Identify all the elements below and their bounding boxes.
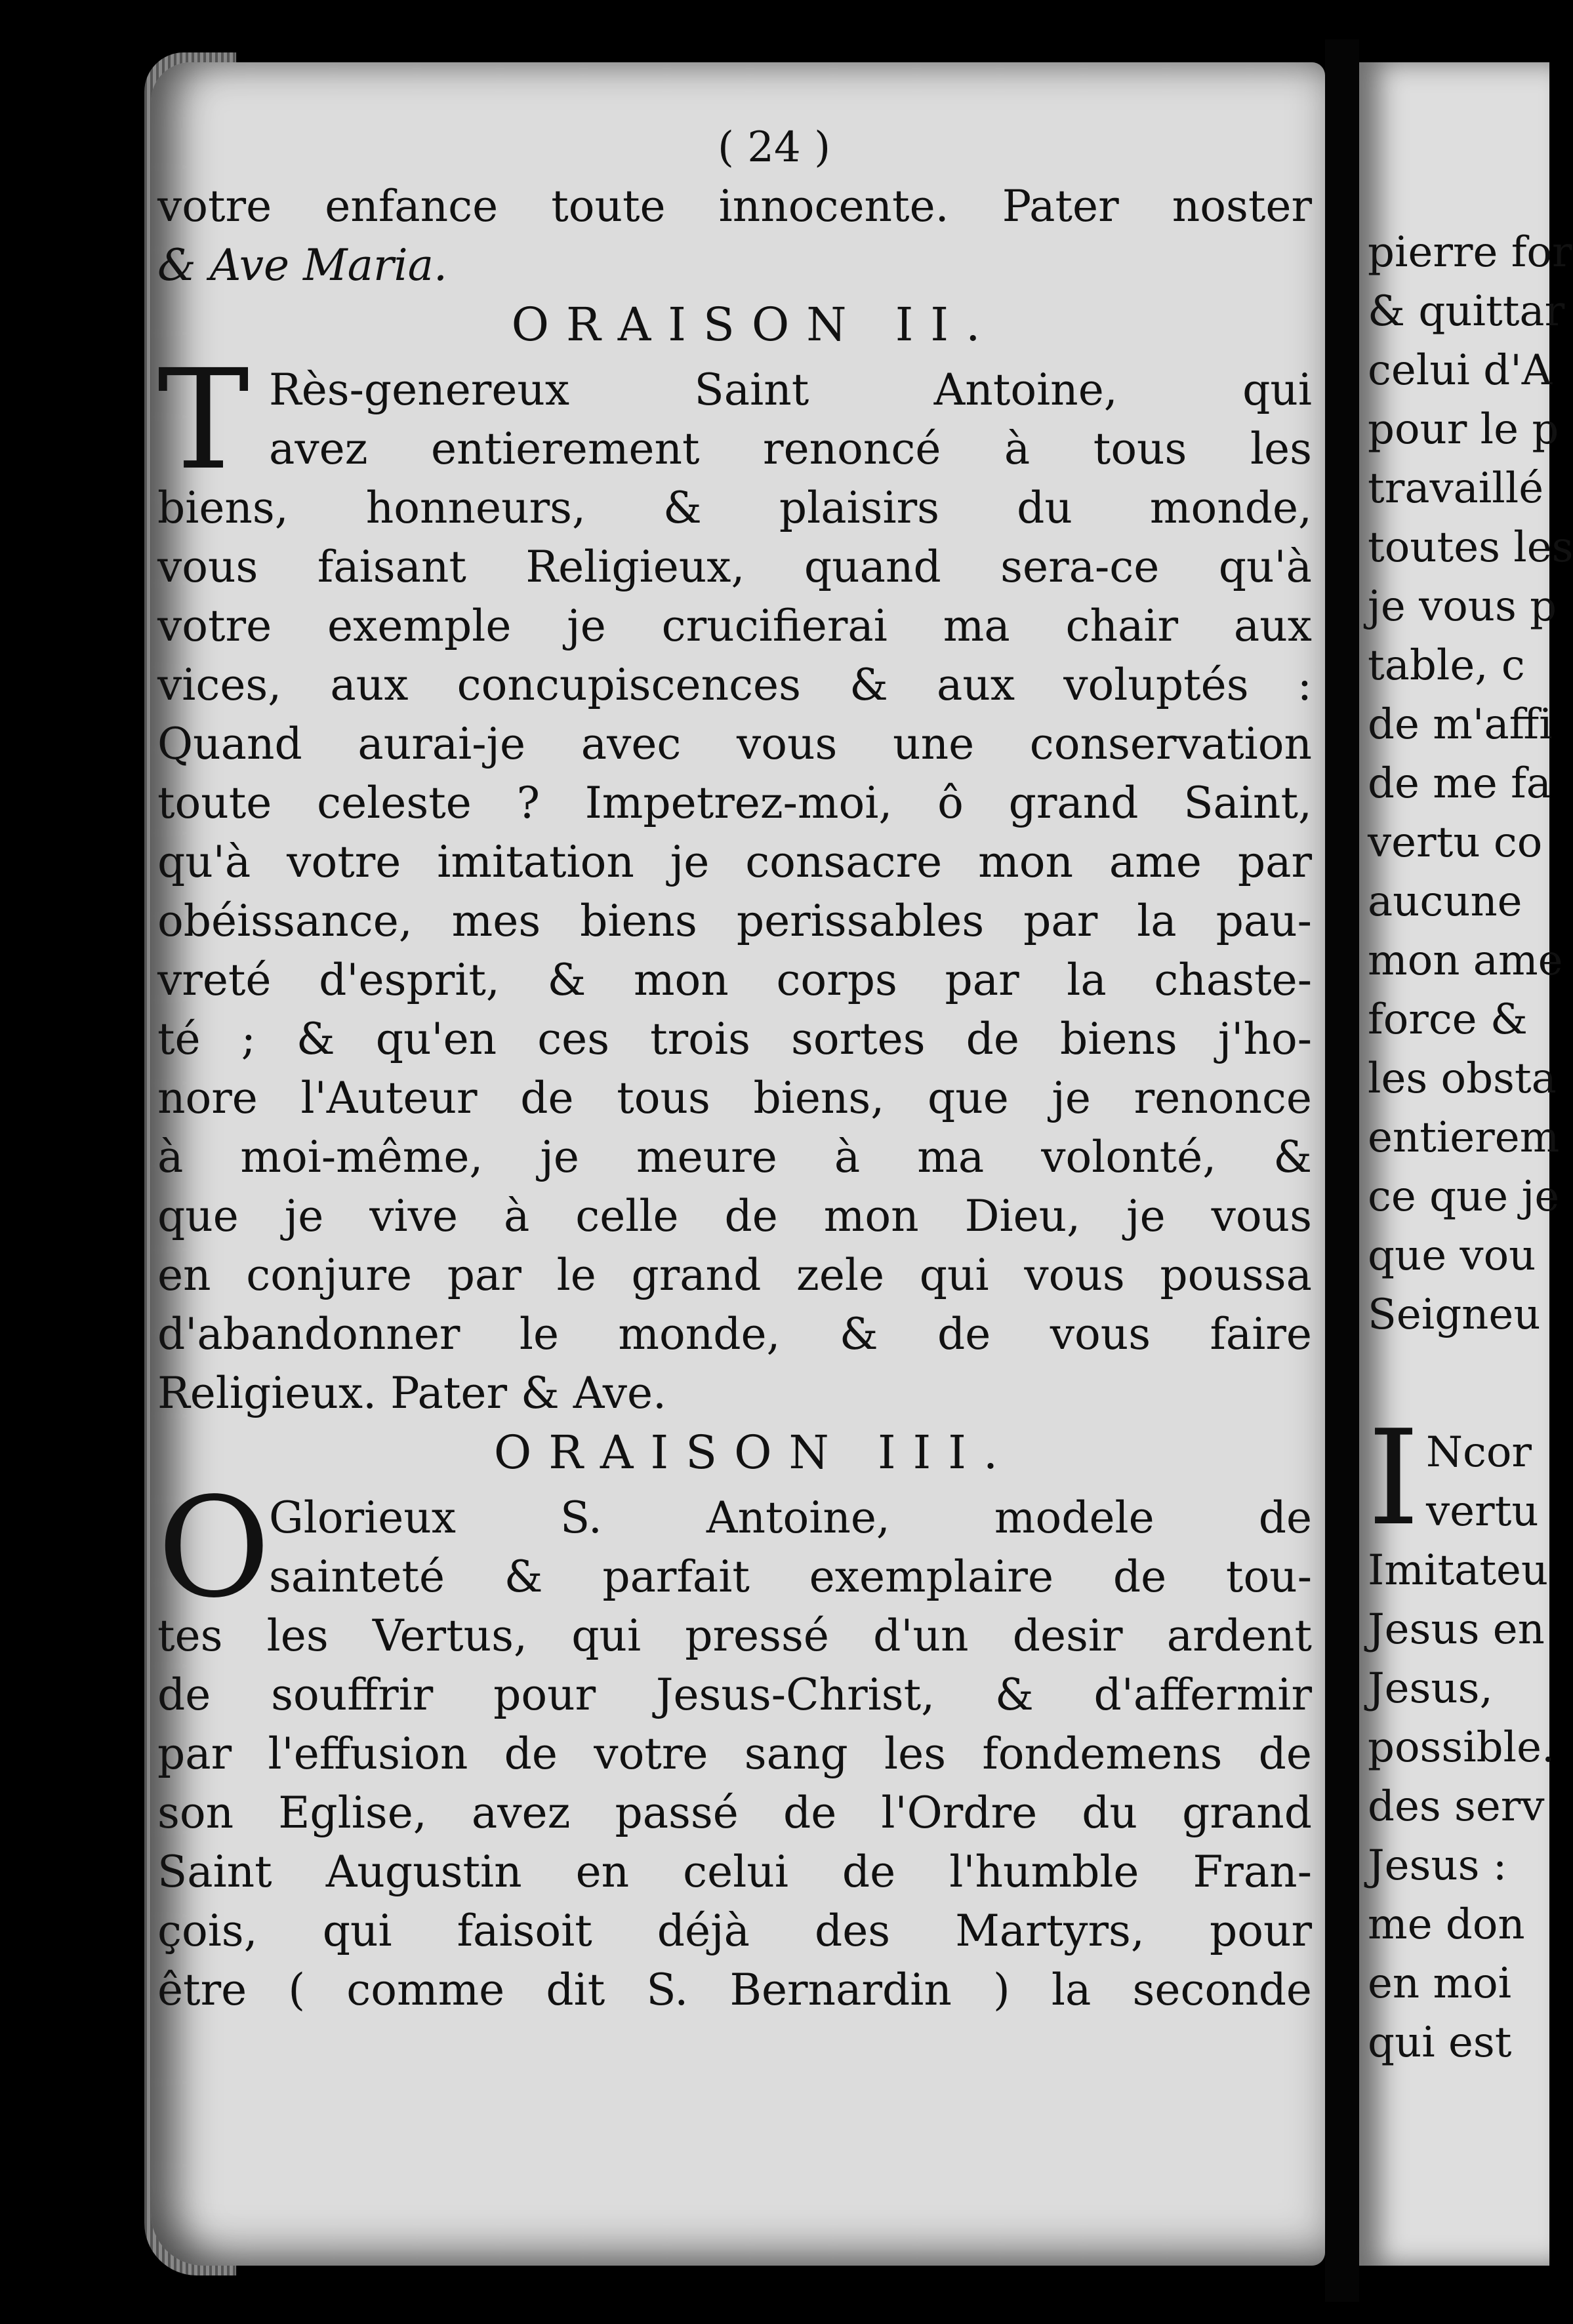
text-line: té ; & qu'en ces trois sortes de biens j'ho- bbox=[157, 1014, 1312, 1064]
text-line: vous faisant Religieux, quand sera-ce qu'à bbox=[157, 542, 1312, 592]
text-line: son Eglise, avez passé de l'Ordre du grand bbox=[157, 1788, 1312, 1838]
text-line: que vou bbox=[1368, 1232, 1536, 1280]
text-line: avez entierement renoncé à tous les bbox=[269, 424, 1312, 474]
text-line: Saint Augustin en celui de l'humble Fran- bbox=[157, 1847, 1312, 1897]
text-line: être ( comme dit S. Bernardin ) la seconde bbox=[157, 1965, 1312, 2015]
text-line: toute celeste ? Impetrez-moi, ô grand Saint, bbox=[157, 778, 1312, 828]
text-line: Jesus : bbox=[1368, 1841, 1507, 1890]
text-line: possible. bbox=[1368, 1723, 1555, 1772]
text-line: votre enfance toute innocente. Pater noster bbox=[157, 181, 1312, 231]
text-line: travaillé bbox=[1368, 464, 1544, 513]
text-line: Religieux. Pater & Ave. bbox=[157, 1368, 667, 1418]
text-line: les obsta bbox=[1368, 1054, 1557, 1103]
text-line: Ncor bbox=[1426, 1428, 1532, 1477]
text-line: de me fa bbox=[1368, 759, 1551, 808]
text-line: à moi-même, je meure à ma volonté, & bbox=[157, 1132, 1312, 1182]
text-line: pour le p bbox=[1368, 405, 1559, 454]
text-line: ce que je bbox=[1368, 1172, 1560, 1221]
text-line: vreté d'esprit, & mon corps par la chaste- bbox=[157, 955, 1312, 1005]
text-line: pierre for bbox=[1368, 228, 1572, 277]
text-line: vices, aux concupiscences & aux voluptés : bbox=[157, 660, 1312, 710]
text-line: Rès-genereux Saint Antoine, qui bbox=[269, 365, 1312, 415]
text-line: biens, honneurs, & plaisirs du monde, bbox=[157, 483, 1312, 533]
text-line: celui d'A bbox=[1368, 346, 1552, 395]
text-line: par l'effusion de votre sang les fondemens de bbox=[157, 1729, 1312, 1779]
drop-cap: I bbox=[1368, 1402, 1420, 1555]
text-line: Quand aurai-je avec vous une conservation bbox=[157, 719, 1312, 769]
text-line: qui est bbox=[1368, 2018, 1512, 2067]
section-heading: ORAISON II. bbox=[511, 298, 998, 351]
text-line: & quittar bbox=[1368, 287, 1565, 336]
text-line: obéissance, mes biens perissables par la pau- bbox=[157, 896, 1312, 946]
paragraph-oraison-3 bbox=[157, 1468, 1312, 2020]
text-line: en conjure par le grand zele qui vous poussa bbox=[157, 1250, 1312, 1300]
section-heading: ORAISON III. bbox=[493, 1426, 1015, 1479]
drop-cap: T bbox=[157, 340, 250, 500]
text-line: que je vive à celle de mon Dieu, je vous bbox=[157, 1191, 1312, 1241]
text-line: Glorieux S. Antoine, modele de bbox=[269, 1493, 1312, 1543]
text-line: Imitateu bbox=[1368, 1546, 1549, 1595]
text-line: me don bbox=[1368, 1900, 1525, 1949]
text-line: de m'affi bbox=[1368, 700, 1553, 749]
text-line: toutes les bbox=[1368, 523, 1573, 572]
text-line: aucune bbox=[1368, 877, 1522, 926]
text-line: votre exemple je crucifierai ma chair aux bbox=[157, 601, 1312, 651]
text-line: de souffrir pour Jesus-Christ, & d'affermir bbox=[157, 1670, 1312, 1720]
text-line: des serv bbox=[1368, 1782, 1545, 1831]
text-line: sainteté & parfait exemplaire de tou- bbox=[269, 1552, 1312, 1602]
text-line: & Ave Maria. bbox=[157, 240, 447, 290]
text-line: tes les Vertus, qui pressé d'un desir ardent bbox=[157, 1611, 1312, 1661]
text-line: entierem bbox=[1368, 1113, 1560, 1162]
text-line: mon ame bbox=[1368, 936, 1563, 985]
text-line: Jesus en bbox=[1368, 1605, 1545, 1654]
text-line: nore l'Auteur de tous biens, que je renonce bbox=[157, 1073, 1312, 1123]
text-line: Seigneu bbox=[1368, 1291, 1541, 1339]
text-line: qu'à votre imitation je consacre mon ame par bbox=[157, 837, 1312, 887]
page-number: ( 24 ) bbox=[717, 123, 831, 172]
text-line: vertu co bbox=[1368, 818, 1543, 867]
text-line: force & bbox=[1368, 995, 1528, 1044]
text-line: d'abandonner le monde, & de vous faire bbox=[157, 1309, 1312, 1359]
text-line: Jesus, bbox=[1368, 1664, 1493, 1713]
text-line: table, c bbox=[1368, 641, 1525, 690]
text-line: çois, qui faisoit déjà des Martyrs, pour bbox=[157, 1906, 1312, 1956]
text-line: vertu bbox=[1426, 1487, 1539, 1536]
text-line: en moi bbox=[1368, 1959, 1512, 2008]
drop-cap: O bbox=[157, 1468, 271, 1628]
text-line: je vous p bbox=[1368, 582, 1557, 631]
book-gutter bbox=[1325, 39, 1359, 2302]
left-page-text bbox=[157, 118, 1312, 2020]
right-page-text bbox=[1368, 223, 1573, 2072]
paragraph-oraison-2 bbox=[157, 340, 1312, 1423]
